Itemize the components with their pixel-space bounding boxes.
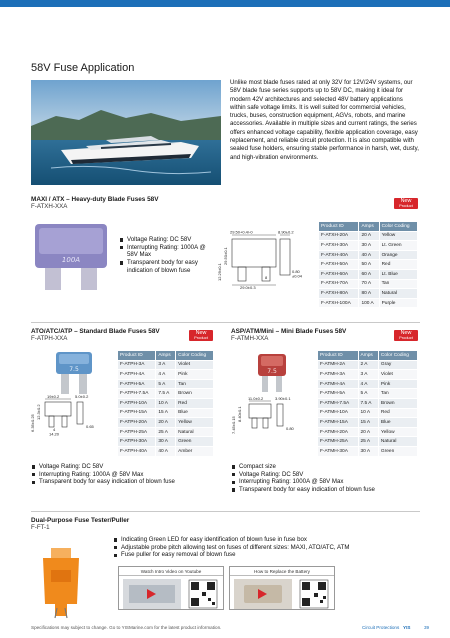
table-row: [118, 389, 214, 399]
puller-heading: [31, 517, 129, 531]
table-cell: 30 A: [156, 437, 176, 447]
table-row: [318, 427, 418, 437]
new-badge-sub: Product: [399, 203, 413, 208]
table-cell: F-ATPH-15A: [118, 408, 156, 418]
dim-label: 12.3±0.2: [36, 404, 41, 420]
maxi-bullet: Voltage Rating: DC 58V: [119, 236, 214, 244]
table-cell: Purple: [379, 298, 417, 308]
asp-title: ASP/ATM/Mini – Mini Blade Fuses 58V: [231, 328, 347, 335]
asp-fuse-label: 7.5: [267, 368, 277, 375]
table-cell: 7.5 A: [156, 389, 176, 399]
table-cell: F-ATMH-20A: [318, 427, 359, 437]
table-cell: F-ATMH-10A: [318, 408, 359, 418]
table-header: Color Coding: [378, 351, 417, 361]
table-cell: Green: [176, 437, 214, 447]
dim-label: 8: [265, 275, 268, 280]
new-badge: [189, 330, 213, 341]
table-cell: Red: [378, 408, 417, 418]
table-cell: F-ATMH-15A: [318, 418, 359, 428]
table-header: Product ID: [118, 351, 156, 361]
dim-label: 12.29±0.1: [217, 263, 222, 281]
table-cell: 25 A: [358, 437, 378, 447]
table-cell: Natural: [176, 427, 214, 437]
table-header: Product ID: [318, 351, 359, 361]
asp-bullet: Voltage Rating: DC 58V: [231, 471, 421, 479]
dim-label: 29.0±0.3: [240, 285, 256, 290]
puller-bullet: Fuse puller for easy removal of blown fuse: [113, 551, 423, 559]
table-row: [118, 437, 214, 447]
table-cell: F-ATMH-30A: [318, 446, 359, 456]
table-row: [118, 379, 214, 389]
table-row: [319, 298, 418, 308]
table-header: Amps: [359, 222, 379, 232]
table-row: [118, 360, 214, 370]
puller-bullet: Adjustable probe pitch allowing test on fuses of different sizes: MAXI, ATO/ATC, ATM: [113, 544, 423, 552]
table-cell: 100 A: [359, 298, 379, 308]
table-row: [318, 379, 418, 389]
table-cell: Tan: [378, 389, 417, 399]
dim-label: 0.80: [292, 269, 300, 274]
table-cell: 15 A: [156, 408, 176, 418]
yacht-photo: [31, 80, 221, 185]
dim-label: 5.0±0.2: [75, 394, 89, 399]
table-row: [118, 370, 214, 380]
new-badge-label: New: [400, 329, 412, 336]
maxi-fuse-image: [31, 222, 111, 299]
table-cell: 60 A: [359, 269, 379, 279]
table-cell: 7.5 A: [358, 398, 378, 408]
table-cell: 3 A: [358, 370, 378, 380]
table-cell: F-ATPH-20A: [118, 418, 156, 428]
table-cell: Brown: [176, 389, 214, 399]
table-cell: 10 A: [358, 408, 378, 418]
dim-label: 19±0.2: [47, 394, 60, 399]
table-row: [318, 408, 418, 418]
table-header: Product ID: [319, 222, 359, 232]
maxi-code: F-ATXH-XXA: [31, 203, 68, 210]
dim-label: 6.35±0.25: [30, 414, 35, 432]
ato-bullet: Interrupting Rating: 1000A @ 58V Max: [31, 471, 221, 479]
new-badge-label: New: [400, 197, 412, 204]
table-row: [318, 418, 418, 428]
ato-dimension-drawing: [31, 394, 113, 441]
maxi-fuse-label: 100A: [61, 256, 81, 264]
table-cell: F-ATPH-4A: [118, 370, 156, 380]
page-number: 39: [424, 625, 430, 630]
table-cell: F-ATMH-2A: [318, 360, 359, 370]
table-row: [319, 260, 418, 270]
asp-bullet: Interrupting Rating: 1000A @ 58V Max: [231, 478, 421, 486]
intro-paragraph: Unlike most blade fuses rated at only 32V for 12V/24V systems, our 58V blade fuse series supports up to 58V DC, making it ideal for modern 42V architectures and selected 48V battery applications within safe voltage limits. It is well suited for commercial vehicles, trucks, buses, construction equipment, AGVs, robots, and marine accessories. Available in multiple sizes and current ratings, the series offers enhanced voltage capability, flexible application coverage, easy replacement, and reliable circuit protection. It is also compatible with sealed fuse holders, ensuring stable performance in harsh, wet, dusty, and high-vibration environments.: [230, 79, 419, 161]
table-row: [318, 437, 418, 447]
new-badge-label: New: [195, 329, 207, 336]
table-cell: F-ATMH-25A: [318, 437, 359, 447]
dim-label: 3.90±0.1: [275, 396, 291, 401]
table-cell: 5 A: [358, 389, 378, 399]
ato-heading: [31, 328, 160, 342]
table-cell: Green: [378, 446, 417, 456]
footer-section: Circuit Protections: [362, 625, 400, 630]
section-divider: [31, 322, 420, 323]
ato-fuse-label: 7.5: [69, 366, 79, 373]
table-cell: Tan: [379, 279, 417, 289]
table-cell: Lt. Green: [379, 241, 417, 251]
table-row: [318, 360, 418, 370]
table-cell: 4 A: [156, 370, 176, 380]
table-cell: F-ATXH-60A: [319, 269, 359, 279]
video-thumbnail: [123, 579, 221, 609]
asp-bullet: Compact size: [231, 463, 421, 471]
table-cell: 15 A: [358, 418, 378, 428]
puller-title: Dual-Purpose Fuse Tester/Puller: [31, 517, 130, 524]
table-row: [319, 279, 418, 289]
table-cell: F-ATPH-3A: [118, 360, 156, 370]
table-cell: F-ATXH-20A: [319, 231, 359, 241]
battery-video-label: How to Replace the Battery: [230, 567, 334, 576]
intro-video-card[interactable]: [118, 566, 224, 610]
asp-code: F-ATMH-XXA: [231, 335, 269, 342]
table-cell: 30 A: [358, 446, 378, 456]
battery-video-card[interactable]: [229, 566, 335, 610]
new-badge-sub: Product: [399, 335, 413, 340]
table-cell: Blue: [176, 408, 214, 418]
table-cell: Brown: [378, 398, 417, 408]
table-cell: 30 A: [359, 241, 379, 251]
table-cell: F-ATPH-5A: [118, 379, 156, 389]
table-cell: 20 A: [156, 418, 176, 428]
table-cell: F-ATXH-70A: [319, 279, 359, 289]
table-cell: 3 A: [156, 360, 176, 370]
table-cell: Violet: [378, 370, 417, 380]
new-badge: [394, 330, 418, 341]
table-cell: F-ATXH-30A: [319, 241, 359, 251]
table-header: Color Coding: [379, 222, 417, 232]
intro-video-label: Watch Intro Video on Youtube: [119, 567, 223, 576]
page-title: 58V Fuse Application: [31, 62, 135, 74]
table-row: [118, 398, 214, 408]
maxi-bullet: Transparent body for easy indication of blown fuse: [119, 259, 214, 274]
dim-label: 0.65: [86, 424, 94, 429]
table-row: [118, 427, 214, 437]
dim-label: 8.40±0.1: [237, 406, 242, 422]
table-cell: Tan: [176, 379, 214, 389]
page-footer: [0, 620, 450, 638]
table-cell: 80 A: [359, 289, 379, 299]
puller-bullet: Indicating Green LED for easy identification of blown fuse in fuse box: [113, 536, 423, 544]
table-cell: 5 A: [156, 379, 176, 389]
table-row: [118, 418, 214, 428]
table-cell: Violet: [176, 360, 214, 370]
ato-spec-table: [117, 350, 214, 457]
table-cell: 25 A: [156, 427, 176, 437]
table-cell: Red: [379, 260, 417, 270]
asp-dimension-drawing: [231, 396, 311, 443]
puller-code: F-FT-1: [31, 524, 50, 531]
table-cell: 20 A: [359, 231, 379, 241]
table-cell: F-ATMH-7.5A: [318, 398, 359, 408]
table-row: [318, 446, 418, 456]
asp-fuse-image: [250, 352, 294, 401]
section-divider: [31, 511, 420, 512]
table-cell: Pink: [378, 379, 417, 389]
table-cell: F-ATPH-10A: [118, 398, 156, 408]
ato-bullets: [31, 463, 221, 486]
dim-label: 14.20: [49, 431, 60, 437]
puller-bullets: [113, 536, 423, 559]
table-cell: Amber: [176, 446, 214, 456]
table-cell: 40 A: [359, 250, 379, 260]
asp-bullet: Transparent body for easy indication of blown fuse: [231, 486, 421, 494]
table-cell: Blue: [378, 418, 417, 428]
table-cell: F-ATPH-40A: [118, 446, 156, 456]
table-cell: Pink: [176, 370, 214, 380]
table-row: [319, 250, 418, 260]
table-row: [319, 269, 418, 279]
table-cell: 10 A: [156, 398, 176, 408]
table-cell: 50 A: [359, 260, 379, 270]
asp-spec-table: [317, 350, 418, 457]
table-cell: 40 A: [156, 446, 176, 456]
table-header: Amps: [156, 351, 176, 361]
dim-label: 7.45±0.15: [231, 416, 236, 434]
table-row: [318, 389, 418, 399]
maxi-bullet: Interrupting Rating: 1000A @ 58V Max: [119, 244, 214, 259]
maxi-heading: [31, 196, 159, 210]
table-row: [318, 398, 418, 408]
maxi-bullets: [119, 236, 214, 275]
maxi-dimension-drawing: [218, 229, 310, 294]
ato-bullet: Voltage Rating: DC 58V: [31, 463, 221, 471]
table-cell: F-ATPH-30A: [118, 437, 156, 447]
asp-bullets: [231, 463, 421, 494]
dim-label: 0.80: [286, 426, 294, 431]
video-thumbnail: [234, 579, 332, 609]
table-cell: Natural: [378, 437, 417, 447]
maxi-spec-table: [318, 221, 418, 308]
table-cell: F-ATPH-25A: [118, 427, 156, 437]
table-cell: F-ATXH-80A: [319, 289, 359, 299]
table-row: [319, 289, 418, 299]
table-row: [319, 231, 418, 241]
dim-label: 4: [53, 427, 56, 432]
new-badge: [394, 198, 418, 209]
table-cell: F-ATPH-7.5A: [118, 389, 156, 399]
table-cell: Yellow: [176, 418, 214, 428]
ato-bullet: Transparent body for easy indication of blown fuse: [31, 478, 221, 486]
table-cell: 70 A: [359, 279, 379, 289]
table-cell: Yellow: [378, 427, 417, 437]
table-cell: F-ATXH-100A: [319, 298, 359, 308]
top-accent-bar: [0, 0, 450, 7]
table-cell: F-ATXH-50A: [319, 260, 359, 270]
table-cell: Gray: [378, 360, 417, 370]
dim-label: ±0.04: [292, 273, 302, 279]
table-cell: F-ATMH-3A: [318, 370, 359, 380]
table-cell: Orange: [379, 250, 417, 260]
table-cell: 20 A: [358, 427, 378, 437]
table-row: [118, 408, 214, 418]
dim-label: 8.90±0.2: [278, 229, 294, 235]
ato-title: ATO/ATC/ATP – Standard Blade Fuses 58V: [31, 328, 160, 335]
new-badge-sub: Product: [194, 335, 208, 340]
table-cell: 4 A: [358, 379, 378, 389]
ato-code: F-ATPH-XXA: [31, 335, 68, 342]
table-cell: F-ATMH-4A: [318, 379, 359, 389]
table-cell: Red: [176, 398, 214, 408]
table-cell: Yellow: [379, 231, 417, 241]
table-cell: F-ATMH-5A: [318, 389, 359, 399]
table-cell: Natural: [379, 289, 417, 299]
footer-brand: YIS: [403, 625, 411, 630]
footer-disclaimer: Specifications may subject to change. Go to YISMarine.com for the latest product information.: [31, 625, 222, 630]
dim-label: 11.0±0.2: [248, 396, 264, 401]
table-header: Color Coding: [176, 351, 214, 361]
maxi-title: MAXI / ATX – Heavy-duty Blade Fuses 58V: [31, 196, 159, 203]
table-cell: 2 A: [358, 360, 378, 370]
table-row: [318, 370, 418, 380]
table-header: Amps: [358, 351, 378, 361]
asp-heading: [231, 328, 346, 342]
dim-label: 29.50+0.4/-0: [230, 229, 253, 235]
table-cell: Lt. Blue: [379, 269, 417, 279]
dim-label: 29.50±0.1: [223, 247, 228, 265]
table-cell: F-ATXH-40A: [319, 250, 359, 260]
fuse-tester-image: [31, 546, 91, 623]
table-row: [319, 241, 418, 251]
table-row: [118, 446, 214, 456]
